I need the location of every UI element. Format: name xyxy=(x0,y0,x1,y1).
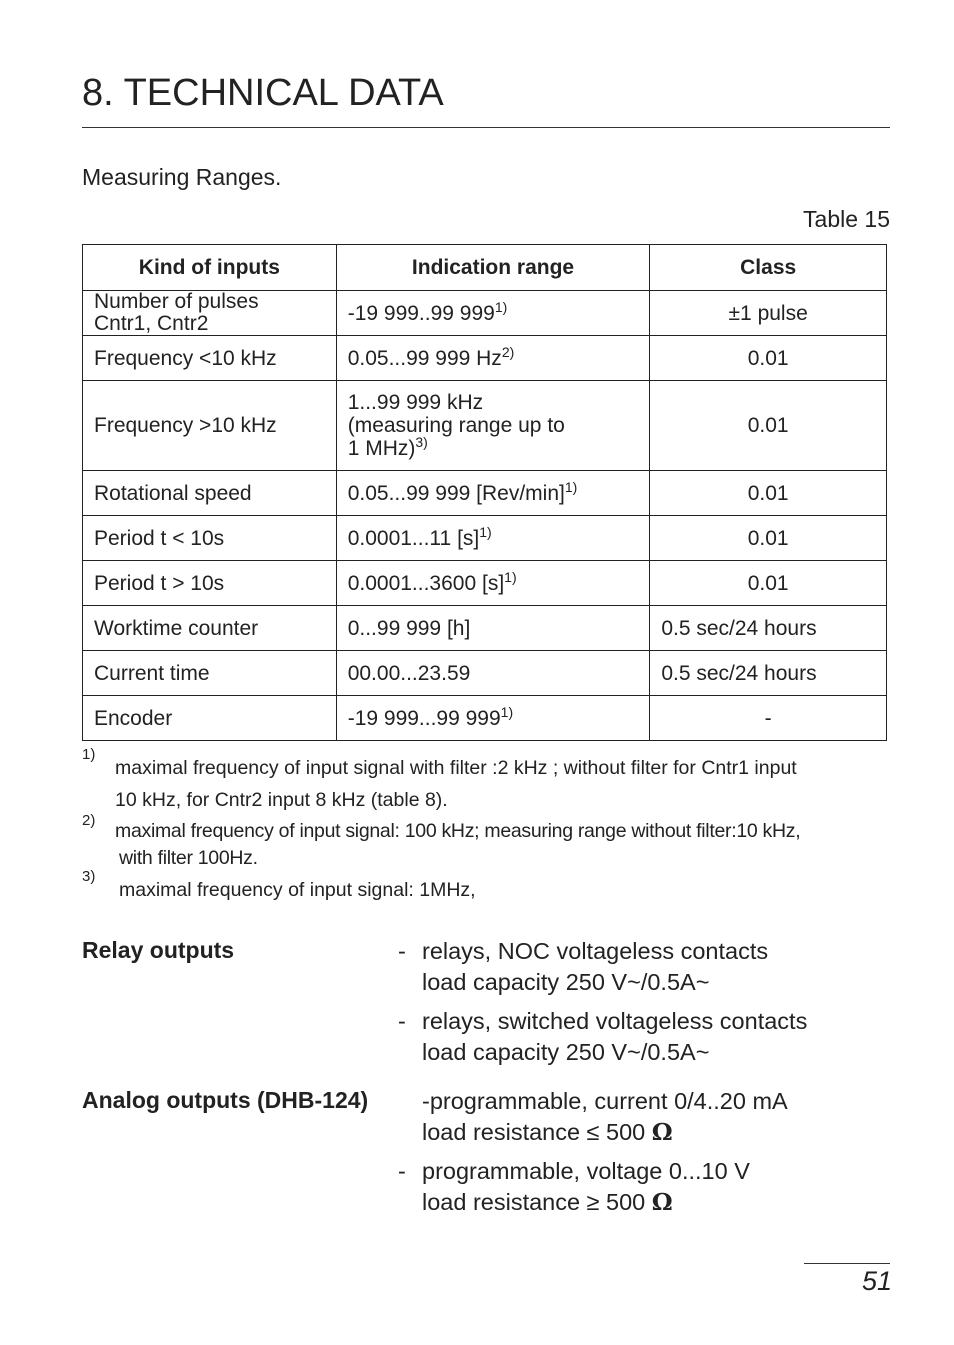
spec-text: -programmable, current 0/4..20 mA xyxy=(422,1088,788,1114)
class-cell: - xyxy=(650,696,887,741)
spec-text: relays, NOC voltageless contacts xyxy=(422,938,769,964)
range-cell xyxy=(336,336,650,381)
class-cell: 0.5 sec/24 hours xyxy=(650,651,887,696)
spec-text: load resistance ≤ 500 xyxy=(422,1119,646,1145)
class-cell: 0.5 sec/24 hours xyxy=(650,606,887,651)
table-row xyxy=(83,561,887,606)
ohm-unit: Ω xyxy=(651,1188,673,1216)
footnote-ref: 1) xyxy=(504,568,517,585)
table-row xyxy=(83,471,887,516)
range-text: 0.05...99 999 [Rev/min] xyxy=(347,481,565,505)
kind-cell: Current time xyxy=(83,651,337,696)
kind-cell: Frequency <10 kHz xyxy=(83,336,337,381)
class-cell: 0.01 xyxy=(650,381,887,471)
column-header: Indication range xyxy=(336,245,650,291)
table-row xyxy=(83,381,887,471)
table-row xyxy=(83,696,887,741)
footnote-ref: 1) xyxy=(479,523,492,540)
footnote-1 xyxy=(82,746,890,816)
list-dash: - xyxy=(398,938,406,964)
list-dash: - xyxy=(398,1008,406,1034)
section-subtitle: Measuring Ranges. xyxy=(82,164,282,190)
range-cell: 0...99 999 [h] xyxy=(336,606,650,651)
range-text: -19 999..99 999 xyxy=(347,301,495,325)
kind-cell: Frequency >10 kHz xyxy=(83,381,337,471)
footnote-mark: 1) xyxy=(82,746,96,763)
spec-text: load capacity 250 V~/0.5A~ xyxy=(422,1039,710,1065)
table-row xyxy=(83,516,887,561)
page-number: 51 xyxy=(861,1266,892,1296)
footnote-ref: 1) xyxy=(494,298,508,315)
class-cell: 0.01 xyxy=(650,471,887,516)
range-text: 0.0001...11 [s] xyxy=(347,526,480,550)
footnote-ref: 3) xyxy=(415,434,428,450)
footnote-text: with filter 100Hz. xyxy=(119,847,258,869)
relay-spec-item xyxy=(398,1006,807,1068)
table-row xyxy=(83,291,887,336)
list-dash: - xyxy=(398,1158,406,1184)
range-text: 1...99 999 kHz xyxy=(347,391,484,414)
page-title: 8. TECHNICAL DATA xyxy=(82,72,444,114)
footnote-2 xyxy=(82,812,890,872)
range-cell xyxy=(336,516,650,561)
table-row xyxy=(83,606,887,651)
range-cell: 00.00...23.59 xyxy=(336,651,650,696)
analog-outputs-label: Analog outputs (DHB-124) xyxy=(82,1087,369,1113)
table-row xyxy=(83,336,887,381)
spec-text: load capacity 250 V~/0.5A~ xyxy=(422,969,710,995)
range-text: -19 999...99 999 xyxy=(347,706,501,730)
analog-spec-item xyxy=(398,1086,788,1148)
analog-spec-item xyxy=(398,1156,750,1218)
range-cell xyxy=(336,561,650,606)
column-header: Kind of inputs xyxy=(83,245,337,291)
footnote-ref: 1) xyxy=(564,478,578,495)
kind-text: Number of pulses xyxy=(94,290,259,313)
kind-cell: Rotational speed xyxy=(83,471,337,516)
footnote-text: maximal frequency of input signal: 1MHz, xyxy=(119,879,476,901)
footnote-mark: 3) xyxy=(82,868,96,885)
footnote-mark: 2) xyxy=(82,812,96,829)
kind-cell: Period t < 10s xyxy=(83,516,337,561)
class-cell: 0.01 xyxy=(650,516,887,561)
spec-text: load resistance ≥ 500 xyxy=(422,1189,646,1215)
class-cell: ±1 pulse xyxy=(650,291,887,336)
footnote-text: maximal frequency of input signal: 100 kHz; measuring range without filter:10 kHz, xyxy=(115,820,801,842)
kind-cell: Worktime counter xyxy=(83,606,337,651)
class-cell: 0.01 xyxy=(650,561,887,606)
range-cell xyxy=(336,381,650,471)
relay-outputs-label: Relay outputs xyxy=(82,937,235,963)
kind-cell xyxy=(83,291,337,336)
column-header: Class xyxy=(650,245,887,291)
spec-text: programmable, voltage 0...10 V xyxy=(422,1158,750,1184)
ohm-unit: Ω xyxy=(651,1118,673,1146)
footnote-text: 10 kHz, for Cntr2 input 8 kHz (table 8). xyxy=(115,789,448,811)
page-number-rule xyxy=(804,1263,890,1264)
range-text: (measuring range up to xyxy=(347,414,565,437)
range-text: 0.0001...3600 [s] xyxy=(347,571,505,595)
footnote-text: maximal frequency of input signal with filter :2 kHz ; without filter for Cntr1 input xyxy=(115,757,797,779)
range-text: 1 MHz) xyxy=(347,437,416,460)
footnote-ref: 1) xyxy=(500,703,514,720)
table-label: Table 15 xyxy=(803,206,890,232)
table-row xyxy=(83,651,887,696)
spec-text: relays, switched voltageless contacts xyxy=(422,1008,808,1034)
class-cell: 0.01 xyxy=(650,336,887,381)
range-text: 0.05...99 999 Hz xyxy=(347,346,502,370)
range-cell xyxy=(336,471,650,516)
kind-cell: Encoder xyxy=(83,696,337,741)
footnote-3 xyxy=(82,868,890,906)
range-cell xyxy=(336,696,650,741)
table-header-row xyxy=(83,245,887,291)
kind-text: Cntr1, Cntr2 xyxy=(94,312,209,335)
title-divider xyxy=(82,127,890,128)
kind-cell: Period t > 10s xyxy=(83,561,337,606)
measuring-ranges-table xyxy=(82,244,887,741)
relay-spec-item xyxy=(398,936,768,998)
range-cell xyxy=(336,291,650,336)
footnote-ref: 2) xyxy=(501,343,515,360)
